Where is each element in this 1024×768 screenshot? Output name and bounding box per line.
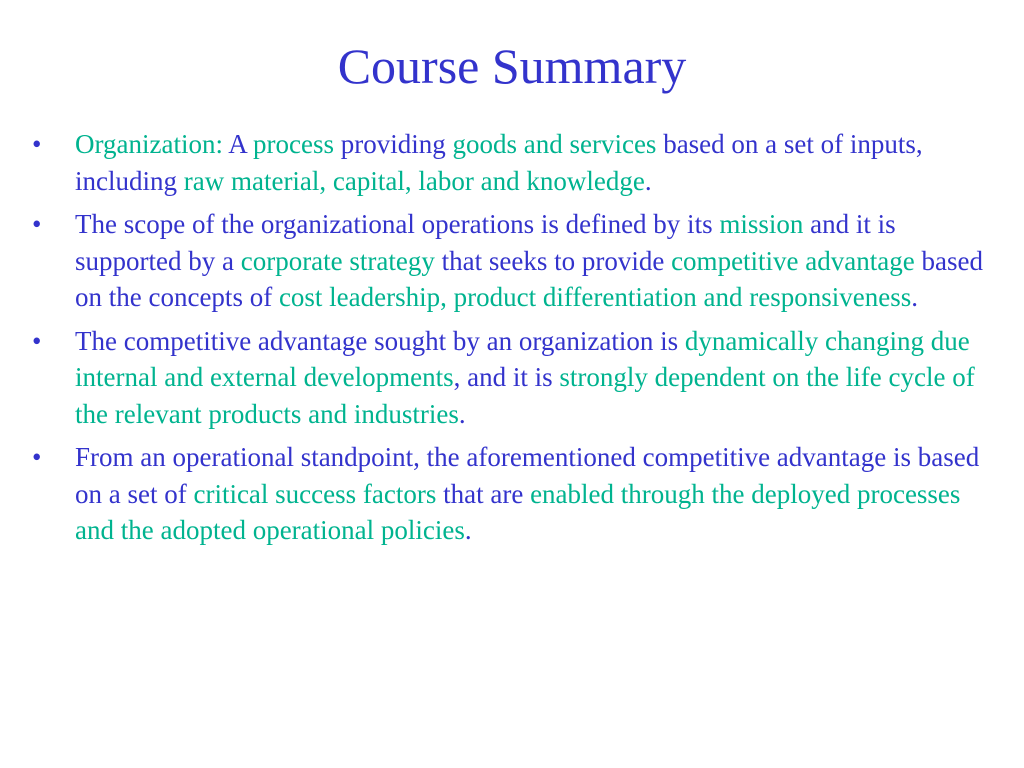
highlighted-text: dynamically changing due internal and external developments <box>75 325 970 392</box>
bullet-item <box>28 206 1000 316</box>
body-text: , and it is <box>453 362 560 392</box>
body-text: . <box>911 282 919 312</box>
highlighted-text: goods and services <box>452 129 657 159</box>
body-text: . <box>464 515 472 545</box>
body-text: A <box>228 129 253 159</box>
body-text: . <box>458 398 466 429</box>
bullet-marker: • <box>32 209 42 239</box>
highlighted-text: critical success factors <box>193 478 437 509</box>
highlighted-text: Organization: <box>75 129 229 159</box>
body-text: providing <box>333 129 453 159</box>
body-text: based on a set of inputs, including <box>75 129 923 196</box>
highlighted-text: enabled through the deployed processes and the adopted operational policies <box>75 478 961 545</box>
bullet-marker: • <box>32 325 42 356</box>
bullet-list <box>28 126 1000 556</box>
bullet-marker: • <box>32 442 42 472</box>
body-text: that are <box>436 478 531 509</box>
slide-title: Course Summary <box>337 38 687 94</box>
bullet-marker: • <box>32 129 42 159</box>
body-text: that seeks to provide <box>434 245 672 276</box>
body-text: based on the concepts of <box>75 245 983 312</box>
body-text: From an operational standpoint, the aforementioned competitive advantage is based on a set of <box>75 442 980 509</box>
highlighted-text: cost leadership, product differentiation and responsiveness <box>278 282 912 312</box>
bullet-item <box>28 126 1000 199</box>
bullet-item <box>28 323 1000 433</box>
body-text: and it is supported by a <box>75 209 896 276</box>
highlighted-text: raw material, capital, labor and knowledge <box>183 165 645 196</box>
body-text: The scope of the organizational operations is defined by its <box>75 209 720 239</box>
highlighted-text: competitive advantage <box>671 245 915 276</box>
highlighted-text: strongly dependent on the life cycle of the relevant products and industries <box>75 362 975 429</box>
highlighted-text: corporate strategy <box>240 245 435 276</box>
body-text: The competitive advantage sought by an organization is <box>75 325 685 356</box>
body-text: . <box>644 165 652 196</box>
bullet-item <box>28 439 1000 549</box>
highlighted-text: process <box>253 129 334 159</box>
highlighted-text: mission <box>719 209 804 239</box>
